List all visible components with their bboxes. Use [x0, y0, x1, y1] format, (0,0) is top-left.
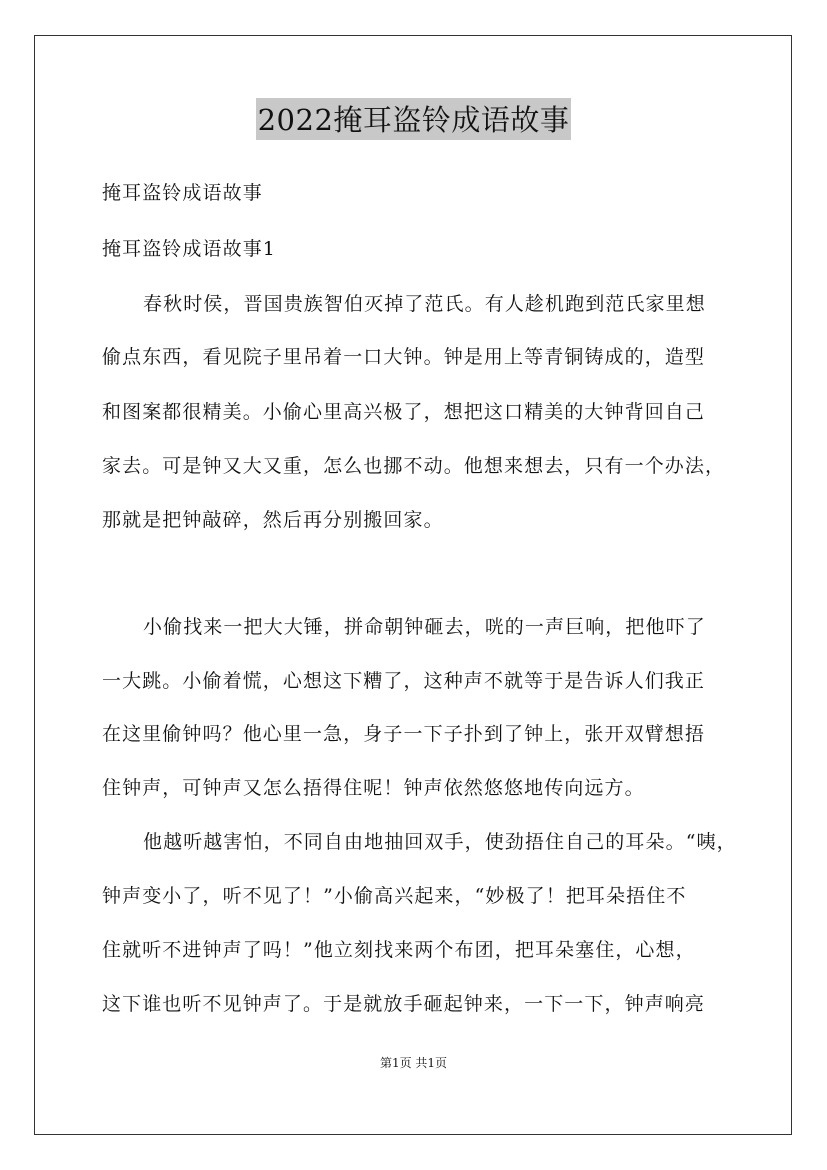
paragraph-line: 那就是把钟敲碎，然后再分别搬回家。: [102, 509, 444, 531]
paragraph-line: 小偷找来一把大大锤，拼命朝钟砸去，咣的一声巨响，把他吓了: [143, 616, 706, 638]
document-title-wrap: [0, 98, 827, 140]
paragraph-line: 一大跳。小偷着慌，心想这下糟了，这种声不就等于是告诉人们我正: [102, 670, 706, 692]
paragraph-line: 住钟声，可钟声又怎么捂得住呢！钟声依然悠悠地传向远方。: [102, 777, 645, 799]
paragraph-line: 和图案都很精美。小偷心里高兴极了，想把这口精美的大钟背回自己: [102, 401, 706, 423]
subtitle-line: 掩耳盗铃成语故事1: [102, 238, 276, 260]
paragraph-line: 家去。可是钟又大又重，怎么也挪不动。他想来想去，只有一个办法，: [102, 455, 726, 477]
paragraph-line: 在这里偷钟吗？他心里一急，身子一下子扑到了钟上，张开双臂想捂: [102, 723, 706, 745]
paragraph-line: 春秋时侯，晋国贵族智伯灭掉了范氏。有人趁机跑到范氏家里想: [143, 293, 706, 315]
subtitle-line: 掩耳盗铃成语故事: [102, 182, 263, 204]
paragraph-line: 他越听越害怕，不同自由地抽回双手，使劲捂住自己的耳朵。“咦，: [143, 831, 737, 853]
page-footer: 第1页 共1页: [379, 1056, 448, 1070]
paragraph-line: 住就听不进钟声了吗！”他立刻找来两个布团，把耳朵塞住，心想，: [102, 939, 696, 961]
paragraph-line: 偷点东西，看见院子里吊着一口大钟。钟是用上等青铜铸成的，造型: [102, 346, 706, 368]
paragraph-line: 钟声变小了，听不见了！”小偷高兴起来，“妙极了！把耳朵捂住不: [102, 885, 687, 907]
document-title: 2022掩耳盗铃成语故事: [256, 98, 572, 140]
paragraph-line: 这下谁也听不见钟声了。于是就放手砸起钟来，一下一下，钟声响亮: [102, 993, 706, 1015]
